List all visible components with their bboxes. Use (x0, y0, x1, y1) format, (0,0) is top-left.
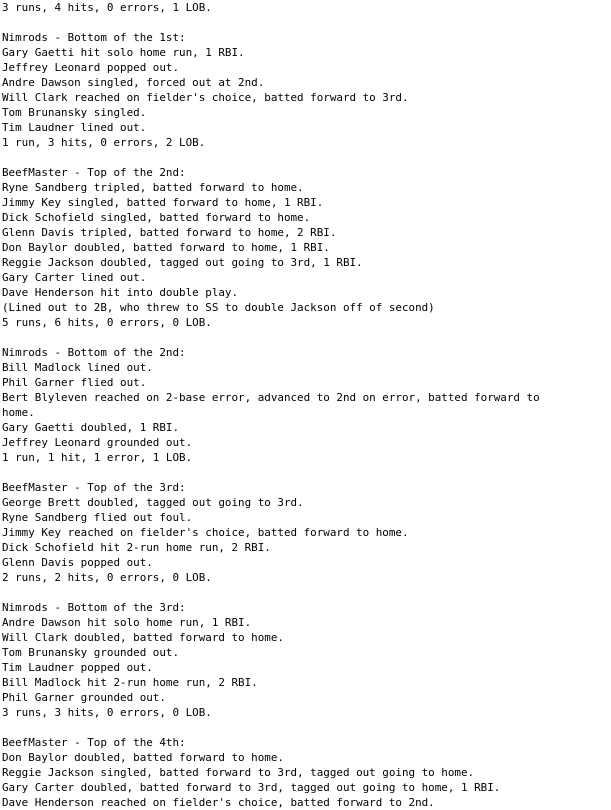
play-line: home. (2, 406, 35, 419)
play-line: Jimmy Key reached on fielder's choice, batted forward to home. (2, 526, 409, 539)
blank-line (2, 720, 608, 735)
blank-line (2, 330, 608, 345)
game-log (2, 0, 608, 810)
inning-summary: 1 run, 1 hit, 1 error, 1 LOB. (2, 451, 193, 464)
inning-summary: 2 runs, 2 hits, 0 errors, 0 LOB. (2, 571, 212, 584)
blank-line (2, 465, 608, 480)
play-line: Ryne Sandberg flied out foul. (2, 511, 193, 524)
play-line: George Brett doubled, tagged out going to 3rd. (2, 496, 304, 509)
play-line: Bill Madlock lined out. (2, 361, 153, 374)
inning-summary: 3 runs, 4 hits, 0 errors, 1 LOB. (2, 1, 212, 14)
play-line: Gary Gaetti doubled, 1 RBI. (2, 421, 180, 434)
inning-summary: 3 runs, 3 hits, 0 errors, 0 LOB. (2, 706, 212, 719)
play-line: Jimmy Key singled, batted forward to home, 1 RBI. (2, 196, 324, 209)
inning-header: BeefMaster - Top of the 2nd: (2, 166, 186, 179)
play-line: Gary Carter doubled, batted forward to 3rd, tagged out going to home, 1 RBI. (2, 781, 501, 794)
play-line: Will Clark doubled, batted forward to home. (2, 631, 284, 644)
play-line: Will Clark reached on fielder's choice, batted forward to 3rd. (2, 91, 409, 104)
blank-line (2, 585, 608, 600)
play-line: Phil Garner grounded out. (2, 691, 166, 704)
play-line: Dave Henderson hit into double play. (2, 286, 239, 299)
inning-header: BeefMaster - Top of the 4th: (2, 736, 186, 749)
play-line: Tim Laudner lined out. (2, 121, 147, 134)
play-line: Ryne Sandberg tripled, batted forward to home. (2, 181, 304, 194)
play-line: Don Baylor doubled, batted forward to home. (2, 751, 284, 764)
play-line: Reggie Jackson doubled, tagged out going to 3rd, 1 RBI. (2, 256, 363, 269)
play-line: Andre Dawson hit solo home run, 1 RBI. (2, 616, 252, 629)
blank-line (2, 150, 608, 165)
play-line: Dave Henderson reached on fielder's choice, batted forward to 2nd. (2, 796, 435, 809)
play-line: Gary Gaetti hit solo home run, 1 RBI. (2, 46, 245, 59)
play-line: Gary Carter lined out. (2, 271, 147, 284)
play-line: Don Baylor doubled, batted forward to home, 1 RBI. (2, 241, 330, 254)
inning-header: BeefMaster - Top of the 3rd: (2, 481, 186, 494)
play-line: Glenn Davis tripled, batted forward to home, 2 RBI. (2, 226, 337, 239)
play-line: Tim Laudner popped out. (2, 661, 153, 674)
play-line: Dick Schofield singled, batted forward to home. (2, 211, 311, 224)
inning-header: Nimrods - Bottom of the 2nd: (2, 346, 186, 359)
play-line: Tom Brunansky singled. (2, 106, 147, 119)
play-line: Jeffrey Leonard grounded out. (2, 436, 193, 449)
inning-header: Nimrods - Bottom of the 1st: (2, 31, 186, 44)
play-line: Glenn Davis popped out. (2, 556, 153, 569)
blank-line (2, 15, 608, 30)
play-line: Dick Schofield hit 2-run home run, 2 RBI. (2, 541, 271, 554)
play-line: Jeffrey Leonard popped out. (2, 61, 180, 74)
play-line: Reggie Jackson singled, batted forward to 3rd, tagged out going to home. (2, 766, 475, 779)
inning-summary: 1 run, 3 hits, 0 errors, 2 LOB. (2, 136, 206, 149)
play-line: Phil Garner flied out. (2, 376, 147, 389)
play-line: Tom Brunansky grounded out. (2, 646, 180, 659)
play-line: Andre Dawson singled, forced out at 2nd. (2, 76, 265, 89)
inning-header: Nimrods - Bottom of the 3rd: (2, 601, 186, 614)
play-line: Bert Blyleven reached on 2-base error, advanced to 2nd on error, batted forward to (2, 391, 540, 404)
inning-summary: 5 runs, 6 hits, 0 errors, 0 LOB. (2, 316, 212, 329)
play-line: Bill Madlock hit 2-run home run, 2 RBI. (2, 676, 258, 689)
play-line: (Lined out to 2B, who threw to SS to double Jackson off of second) (2, 301, 435, 314)
